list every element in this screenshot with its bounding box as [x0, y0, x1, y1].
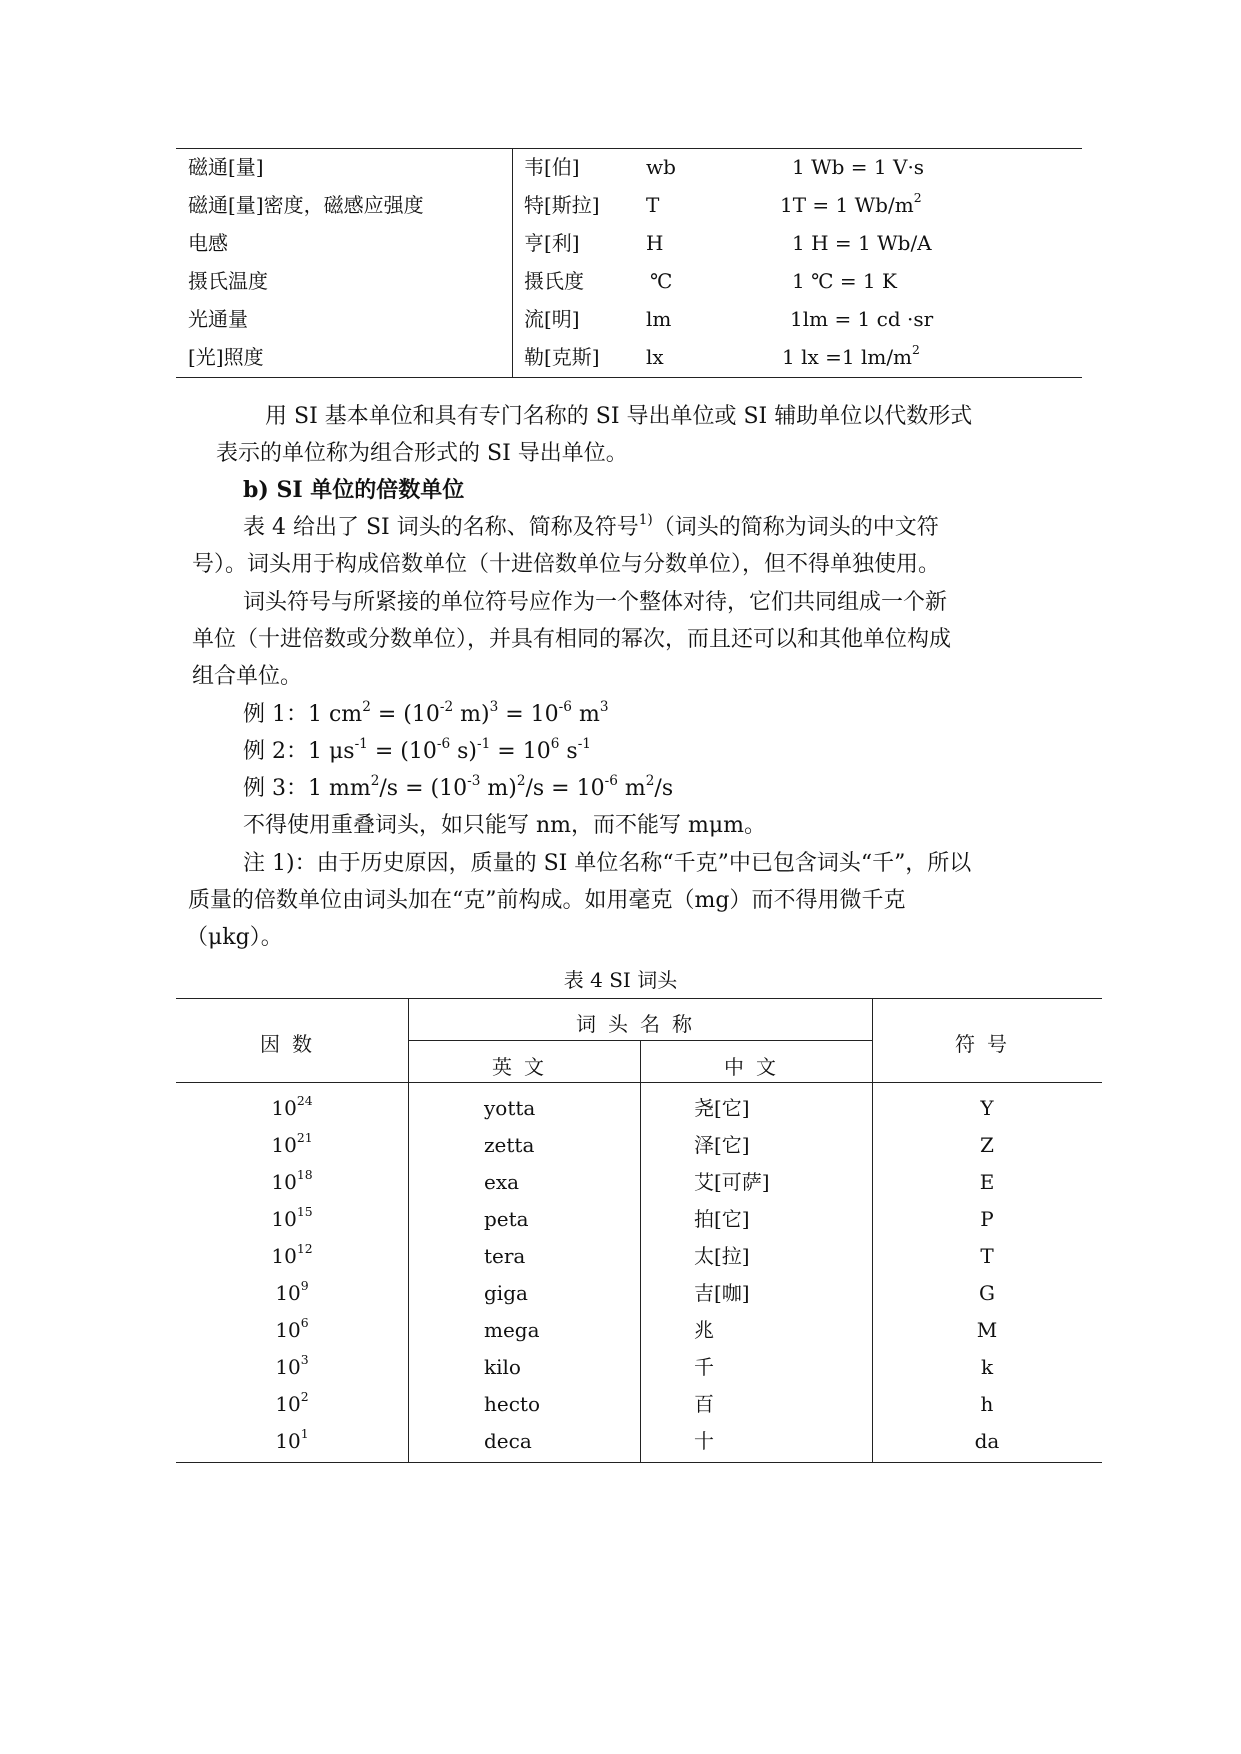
table-row [176, 1164, 1102, 1201]
chinese-cell: 尧[它] [694, 1096, 750, 1120]
table-row [176, 1127, 1102, 1164]
table-row [176, 1312, 1102, 1349]
chinese-cell: 泽[它] [694, 1133, 750, 1157]
factor-exponent: 24 [296, 1093, 313, 1109]
paragraph-line: 单位（十进倍数或分数单位），并具有相同的幂次，而且还可以和其他单位构成 [192, 627, 952, 652]
factor-cell [176, 1312, 408, 1349]
unit-symbol-cell: T [646, 193, 660, 217]
symbol-cell: Z [980, 1133, 994, 1157]
formula-text: 1 mm [308, 776, 371, 801]
factor-base: 10 [271, 1133, 297, 1157]
chinese-cell: 吉[咖] [694, 1281, 750, 1305]
unit-expression-cell [790, 300, 933, 338]
english-cell: tera [484, 1244, 526, 1268]
table-bottom-rule [176, 377, 1082, 378]
formula-text: s) [450, 739, 478, 764]
example-label: 例 1： [243, 702, 308, 727]
unit-symbol-cell: ℃ [650, 269, 673, 293]
symbol-cell: E [979, 1170, 995, 1194]
header-bottom-rule [176, 1082, 1102, 1083]
factor-base: 10 [271, 1244, 297, 1268]
factor-base: 10 [275, 1429, 301, 1453]
paragraph-line: 不得使用重叠词头，如只能写 nm，而不能写 mμm。 [243, 813, 767, 838]
unit-symbol-cell: lm [646, 307, 672, 331]
factor-cell [176, 1349, 408, 1386]
factor-base: 10 [275, 1318, 301, 1342]
formula-sup: 2 [516, 772, 526, 789]
formula-sup: -3 [467, 772, 481, 789]
table-row [176, 1090, 1102, 1127]
factor-base: 10 [275, 1355, 301, 1379]
factor-base: 10 [271, 1096, 297, 1120]
formula-sup: -1 [577, 735, 591, 752]
paragraph-text: （词头的简称为词头的中文符 [652, 515, 939, 540]
unit-symbol-cell: H [646, 231, 664, 255]
section-heading: b) SI 单位的倍数单位 [243, 477, 465, 503]
quantity-cell: 磁通[量] [188, 155, 264, 179]
chinese-cell: 拍[它] [694, 1207, 750, 1231]
factor-base: 10 [271, 1207, 297, 1231]
symbol-cell: M [976, 1318, 998, 1342]
formula-text: m) [480, 776, 517, 801]
formula-text: 1 cm [308, 702, 363, 727]
paragraph-line: 用 SI 基本单位和具有专门名称的 SI 导出单位或 SI 辅助单位以代数形式 [265, 404, 973, 429]
table-row [176, 224, 1082, 262]
factor-exponent: 6 [300, 1315, 309, 1331]
quantity-cell: 电感 [188, 231, 228, 255]
table-bottom-rule [176, 1462, 1102, 1463]
factor-cell [176, 1127, 408, 1164]
formula-text: m [571, 702, 600, 727]
formula-sup: 2 [362, 698, 371, 715]
table-row [176, 1423, 1102, 1460]
table-row [176, 148, 1082, 186]
formula-text: /s = (10 [379, 776, 468, 801]
formula-sup: 3 [489, 698, 499, 715]
factor-cell [176, 1201, 408, 1238]
unit-name-cell: 韦[伯] [524, 155, 580, 179]
chinese-cell: 百 [694, 1392, 714, 1416]
table-row [176, 338, 1082, 376]
expr-text: 1 lx =1 lm/m [782, 345, 913, 369]
factor-cell [176, 1238, 408, 1275]
unit-expression-cell [780, 186, 922, 224]
factor-exponent: 3 [300, 1352, 309, 1368]
unit-expression-cell [792, 148, 924, 186]
unit-name-cell: 亨[利] [524, 231, 580, 255]
chinese-cell: 太[拉] [694, 1244, 750, 1268]
formula-sup: -6 [604, 772, 618, 789]
factor-exponent: 1 [300, 1426, 309, 1442]
formula-text: /s [654, 776, 674, 801]
chinese-cell: 艾[可萨] [694, 1170, 770, 1194]
factor-cell [176, 1423, 408, 1460]
chinese-cell: 十 [694, 1429, 714, 1453]
formula-sup: -1 [354, 735, 368, 752]
factor-exponent: 15 [296, 1204, 313, 1220]
english-cell: hecto [484, 1392, 540, 1416]
factor-base: 10 [271, 1170, 297, 1194]
table-row [176, 300, 1082, 338]
table-row [176, 262, 1082, 300]
formula-text: m [617, 776, 646, 801]
factor-cell [176, 1090, 408, 1127]
formula-text: m) [453, 702, 490, 727]
chinese-cell: 兆 [694, 1318, 714, 1342]
paragraph-line: 号）。词头用于构成倍数单位（十进倍数单位与分数单位），但不得单独使用。 [192, 552, 941, 577]
english-cell: giga [484, 1281, 528, 1305]
formula-text: 1 μs [308, 739, 355, 764]
footnote-ref: 1) [638, 511, 653, 528]
paragraph-line: 表示的单位称为组合形式的 SI 导出单位。 [216, 441, 628, 466]
factor-exponent: 9 [300, 1278, 309, 1294]
unit-name-cell: 摄氏度 [524, 269, 584, 293]
note-line: 质量的倍数单位由词头加在“克”前构成。如用毫克（mg）而不得用微千克 [188, 888, 906, 913]
unit-symbol-cell: wb [646, 155, 676, 179]
symbol-cell: Y [980, 1096, 994, 1120]
table-row [176, 1238, 1102, 1275]
unit-expression-cell [782, 338, 920, 376]
formula-sup: -6 [436, 735, 451, 752]
formula-sup: 2 [645, 772, 655, 789]
formula-text: = (10 [370, 702, 440, 727]
unit-name-cell: 特[斯拉] [524, 193, 600, 217]
note-line: （μkg）。 [186, 925, 283, 950]
example-label: 例 3： [243, 776, 308, 801]
si-prefix-table [176, 998, 1102, 1463]
english-cell: kilo [484, 1355, 521, 1379]
expr-text: 1 Wb = 1 V·s [792, 155, 925, 179]
expr-superscript: 2 [912, 342, 920, 358]
expr-text: 1 ℃ = 1 K [792, 269, 897, 293]
header-english: 英文 [492, 1055, 556, 1079]
quantity-cell: 光通量 [188, 307, 248, 331]
factor-exponent: 2 [300, 1389, 309, 1405]
chinese-cell: 千 [694, 1355, 714, 1379]
paragraph-text: 表 4 给出了 SI 词头的名称、简称及符号 [243, 515, 639, 540]
quantity-cell: 摄氏温度 [188, 269, 268, 293]
formula-text: s [559, 739, 578, 764]
table-row [176, 186, 1082, 224]
formula-sup: 2 [370, 772, 380, 789]
formula-text: = 10 [490, 739, 551, 764]
formula-sup: 6 [550, 735, 560, 752]
table-row [176, 1201, 1102, 1238]
paragraph-line: 组合单位。 [192, 664, 303, 689]
english-cell: peta [484, 1207, 529, 1231]
formula-sup: 3 [599, 698, 609, 715]
english-cell: deca [484, 1429, 532, 1453]
table-row [176, 1349, 1102, 1386]
symbol-cell: P [980, 1207, 994, 1231]
unit-name-cell: 流[明] [524, 307, 580, 331]
expr-text: 1 H = 1 Wb/A [792, 231, 932, 255]
factor-cell [176, 1275, 408, 1312]
example-1 [243, 696, 608, 733]
table-top-rule [176, 998, 1102, 999]
paragraph-line [243, 509, 939, 546]
note-line: 注 1)：由于历史原因，质量的 SI 单位名称“千克”中已包含词头“千”，所以 [243, 851, 972, 876]
symbol-cell: G [979, 1281, 995, 1305]
header-symbol: 符号 [955, 1032, 1019, 1056]
factor-cell [176, 1164, 408, 1201]
example-label: 例 2： [243, 739, 308, 764]
factor-exponent: 18 [296, 1167, 313, 1183]
unit-expression-cell [792, 224, 932, 262]
header-factor: 因数 [260, 1032, 324, 1056]
unit-name-cell: 勒[克斯] [524, 345, 600, 369]
expr-text: 1lm = 1 cd ·sr [790, 307, 934, 331]
table-row [176, 1275, 1102, 1312]
english-cell: mega [484, 1318, 540, 1342]
example-3 [243, 770, 673, 807]
expr-text: 1T = 1 Wb/m [780, 193, 914, 217]
formula-sup: -1 [477, 735, 491, 752]
factor-exponent: 12 [296, 1241, 313, 1257]
formula-sup: -2 [439, 698, 454, 715]
header-chinese: 中文 [724, 1055, 788, 1079]
english-cell: yotta [484, 1096, 536, 1120]
quantity-cell: 磁通[量]密度，磁感应强度 [188, 193, 424, 217]
example-2 [243, 733, 591, 770]
factor-base: 10 [275, 1392, 301, 1416]
expr-superscript: 2 [913, 190, 922, 206]
paragraph-line: 词头符号与所紧接的单位符号应作为一个整体对待，它们共同组成一个新 [243, 590, 948, 615]
symbol-cell: da [974, 1429, 1000, 1453]
symbol-cell: T [980, 1244, 994, 1268]
table-caption: 表 4 SI 词头 [563, 968, 678, 992]
english-cell: zetta [484, 1133, 535, 1157]
unit-expression-cell [792, 262, 897, 300]
factor-exponent: 21 [296, 1130, 313, 1146]
formula-text: /s = 10 [525, 776, 605, 801]
unit-symbol-cell: lx [646, 345, 664, 369]
english-cell: exa [484, 1170, 520, 1194]
factor-base: 10 [275, 1281, 301, 1305]
quantity-cell: [光]照度 [188, 345, 264, 369]
header-prefix-name: 词头名称 [576, 1012, 704, 1036]
formula-sup: -6 [558, 698, 572, 715]
symbol-cell: k [980, 1355, 994, 1379]
factor-cell [176, 1386, 408, 1423]
formula-text: = (10 [367, 739, 437, 764]
table-row [176, 1386, 1102, 1423]
symbol-cell: h [980, 1392, 994, 1416]
formula-text: = 10 [498, 702, 559, 727]
